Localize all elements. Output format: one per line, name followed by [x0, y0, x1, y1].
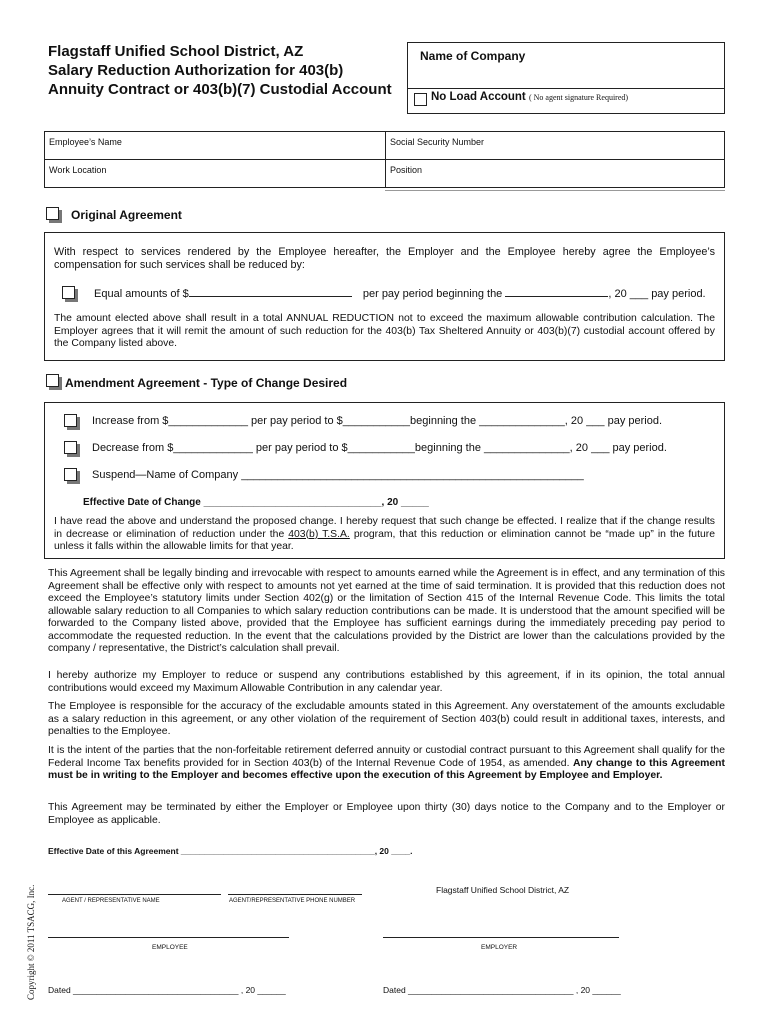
- employer-dated-line[interactable]: Dated ___________________________________ , 20 ______: [383, 985, 621, 995]
- agent-phone-line[interactable]: [228, 894, 362, 895]
- effective-date-of-agreement: Effective Date of this Agreement _________________________________________, 20 ____.: [48, 846, 413, 856]
- terms-paragraph-4: It is the intent of the parties that the non-forfeitable retirement deferred annuity or custodial contract pursuant to this Agreement shall qualify for the Federal Income Tax benefits provided for in Section 403(b) of the Internal Revenue Code of 1954, as amended. Any change to this Agreement must be in writing to the Employer and becomes effective upon the execution of this Agreement by Employee and Employer.: [48, 745, 725, 781]
- suspend-checkbox[interactable]: [64, 468, 77, 481]
- agent-name-line[interactable]: [48, 894, 221, 895]
- amendment-acknowledgement: I have read the above and understand the proposed change. I hereby request that such change be effected. I realize that if the change results in decrease or elimination of reduction under the 403(b) T.S.A. program, that this reduction or elimination cannot be “made up” in the future unless it falls within the allowable limits for that year.: [54, 516, 715, 552]
- effective-date-of-change: Effective Date of Change ________________________________, 20 _____: [83, 497, 429, 508]
- terms-paragraph-5: This Agreement may be terminated by either the Employer or Employee upon thirty (30) days notice to the Company and to the Employer or Employee as applicable.: [48, 802, 725, 826]
- terms-paragraph-2: I hereby authorize my Employer to reduce or suspend any contributions established by this agreement, if in its opinion, the total annual contributions would exceed my Maximum Allowable Contribution in any calendar year.: [48, 670, 725, 694]
- amendment-agreement-checkbox[interactable]: [46, 374, 59, 387]
- equal-amounts-checkbox[interactable]: [62, 286, 75, 299]
- original-agreement-title: Original Agreement: [71, 208, 182, 222]
- amendment-agreement-title: Amendment Agreement - Type of Change Desired: [65, 376, 348, 390]
- position-field[interactable]: Position: [390, 165, 423, 175]
- original-intro: With respect to services rendered by the Employee hereafter, the Employer and the Employee hereby agree the Employee’s compensation for such services shall be reduced by:: [54, 246, 715, 271]
- employee-info-table: [44, 131, 725, 188]
- company-box: [407, 42, 725, 114]
- tsa-link: 403(b) T.S.A.: [288, 528, 350, 540]
- employee-label: EMPLOYEE: [152, 944, 188, 951]
- increase-checkbox[interactable]: [64, 414, 77, 427]
- decrease-checkbox[interactable]: [64, 441, 77, 454]
- agent-phone-label: AGENT/REPRESENTATIVE PHONE NUMBER: [229, 898, 356, 904]
- no-load-label: No Load Account ( No agent signature Required): [431, 91, 629, 103]
- form-title-line-1: Flagstaff Unified School District, AZ: [48, 43, 304, 60]
- no-load-checkbox[interactable]: [414, 93, 427, 106]
- employer-label: EMPLOYER: [481, 944, 518, 951]
- ssn-field[interactable]: Social Security Number: [390, 137, 485, 147]
- agent-name-label: AGENT / REPRESENTATIVE NAME: [62, 898, 160, 904]
- decrease-row: Decrease from $_____________ per pay period to $___________beginning the ______________, 20 ___ pay period.: [92, 442, 667, 454]
- original-agreement-checkbox[interactable]: [46, 207, 59, 220]
- employer-signature-line[interactable]: [383, 937, 619, 938]
- begin-date-line[interactable]: [505, 287, 608, 297]
- original-agreement-box: [44, 232, 725, 361]
- employee-signature-line[interactable]: [48, 937, 289, 938]
- amendment-agreement-box: [44, 402, 725, 559]
- terms-paragraph-3: The Employee is responsible for the accuracy of the excludable amounts stated in this Agreement. Any overstatement of the amounts excludable as a salary reduction in this agreement, or any other violation of the requirement of Section 403(b) could result in additional taxes, interests, and penalties to the Employee.: [48, 701, 725, 737]
- work-location-field[interactable]: Work Location: [49, 165, 107, 175]
- equal-amounts-row: Equal amounts of $ per pay period beginning the , 20 ___ pay period.: [94, 288, 706, 300]
- increase-row: Increase from $_____________ per pay period to $___________beginning the ______________, 20 ___ pay period.: [92, 415, 663, 427]
- copyright-notice: Copyright © 2011 TSACG, Inc.: [26, 884, 36, 1000]
- suspend-row: Suspend—Name of Company ________________________________________________________: [92, 469, 584, 481]
- company-name-line[interactable]: [407, 88, 725, 89]
- no-load-note: ( No agent signature Required): [528, 93, 629, 102]
- equal-amount-line[interactable]: [189, 287, 352, 297]
- original-note: The amount elected above shall result in a total ANNUAL REDUCTION not to exceed the maximum allowable contribution calculation. The Employer agrees that it will remit the amount of such reduction for the 403(b) Tax Sheltered Annuity or 403(b)(7) custodial account offered by the Company listed above.: [54, 313, 715, 349]
- terms-paragraph-1: This Agreement shall be legally binding and irrevocable with respect to amounts earned while the Agreement is in effect, and any termination of this Agreement shall be effective only with respect to amounts not yet earned at the time of said termination. It is provided that this reduction does not exceed the Employee’s statutory limits under Section 402(g) or the limitation of Section 415 of the Internal Revenue Code. This limits the total allowable salary reduction to all Companies to which salary reduction contributions can be made. It is understood that the amount specified will be forwarded to the Company listed above, provided that the Employee has sufficient earnings during the immediately preceding pay period to accommodate the requested reduction. In the event that the calculations provided by the District are lower than the calculations provided by the company / representative, the District’s calculation shall prevail.: [48, 568, 725, 654]
- employee-name-field[interactable]: Employee’s Name: [49, 137, 122, 147]
- employee-dated-line[interactable]: Dated ___________________________________ , 20 ______: [48, 985, 286, 995]
- form-title-line-3: Annuity Contract or 403(b)(7) Custodial Account: [48, 81, 392, 98]
- company-label: Name of Company: [420, 49, 526, 63]
- form-title-line-2: Salary Reduction Authorization for 403(b): [48, 62, 344, 79]
- district-name: Flagstaff Unified School District, AZ: [436, 885, 570, 895]
